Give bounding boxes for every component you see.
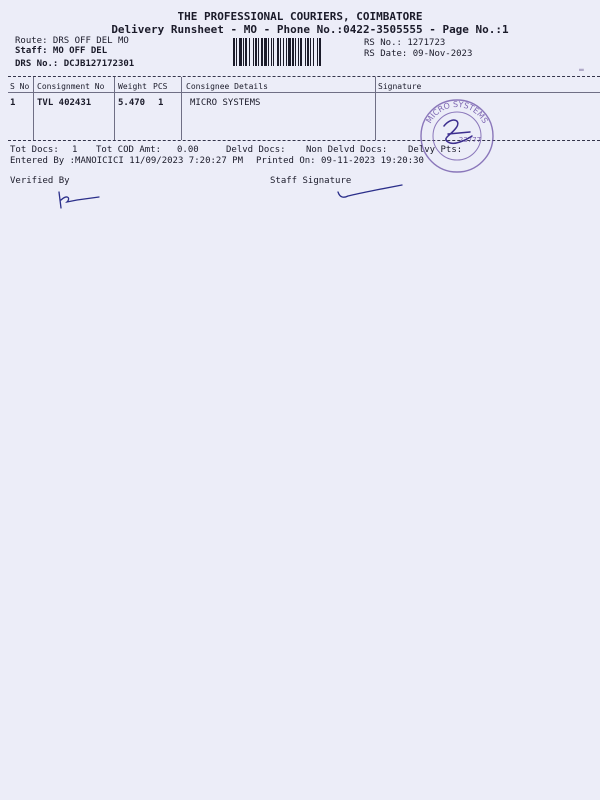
- cell-consignee: MICRO SYSTEMS: [190, 98, 261, 108]
- cell-weight: 5.470: [118, 98, 146, 108]
- cod-label: Tot COD Amt:: [96, 145, 162, 155]
- col-header-pcs: PCS: [153, 82, 168, 91]
- cod-value: 0.00: [177, 145, 199, 155]
- table-header-rule: [8, 92, 600, 93]
- printed-on: Printed On: 09-11-2023 19:20:30: [256, 156, 424, 166]
- col-header-sno: S No: [10, 82, 30, 91]
- col-header-signature: Signature: [378, 82, 422, 91]
- route-text: Route: DRS OFF DEL MO: [15, 36, 129, 46]
- entered-by: Entered By :MANOICICI 11/09/2023 7:20:27 PM: [10, 156, 243, 166]
- delvd-docs-label: Delvd Docs:: [226, 145, 286, 155]
- company-title: THE PROFESSIONAL COURIERS, COIMBATORE: [177, 10, 423, 23]
- tot-docs-value: 1: [72, 145, 78, 155]
- tot-docs-label: Tot Docs:: [10, 145, 59, 155]
- col-divider: [114, 77, 115, 140]
- staff-signature-label: Staff Signature: [270, 176, 352, 186]
- staff-text: Staff: MO OFF DEL: [15, 46, 108, 56]
- rs-date: RS Date: 09-Nov-2023: [364, 49, 473, 59]
- stamp-text: MICRO SYSTEMS: [424, 99, 490, 125]
- col-header-consignment: Consignment No: [37, 82, 105, 91]
- col-divider: [375, 77, 376, 140]
- table-bottom-rule: [8, 140, 600, 141]
- col-divider: [181, 77, 182, 140]
- barcode-image: [233, 38, 355, 66]
- stamp-number: 23777: [458, 136, 482, 144]
- staff-signature-mark: [336, 182, 408, 202]
- runsheet-subtitle: Delivery Runsheet - MO - Phone No.:0422-3505555 - Page No.:1: [111, 23, 509, 36]
- verifier-signature: [55, 188, 105, 212]
- cell-pcs: 1: [158, 98, 164, 108]
- cell-consignment: TVL 402431: [37, 98, 92, 108]
- col-header-weight: Weight: [118, 82, 147, 91]
- corner-mark: ▬: [579, 65, 584, 74]
- table-top-rule: [8, 76, 600, 77]
- delvy-pts-label: Delvy Pts:: [408, 145, 463, 155]
- cell-sno: 1: [10, 98, 16, 108]
- rs-number: RS No.: 1271723: [364, 38, 446, 48]
- drs-number: DRS No.: DCJB127172301: [15, 59, 135, 69]
- verified-by-label: Verified By: [10, 176, 70, 186]
- non-delvd-docs-label: Non Delvd Docs:: [306, 145, 388, 155]
- entry-line: [10, 156, 600, 167]
- col-divider: [33, 77, 34, 140]
- col-header-consignee: Consignee Details: [186, 82, 268, 91]
